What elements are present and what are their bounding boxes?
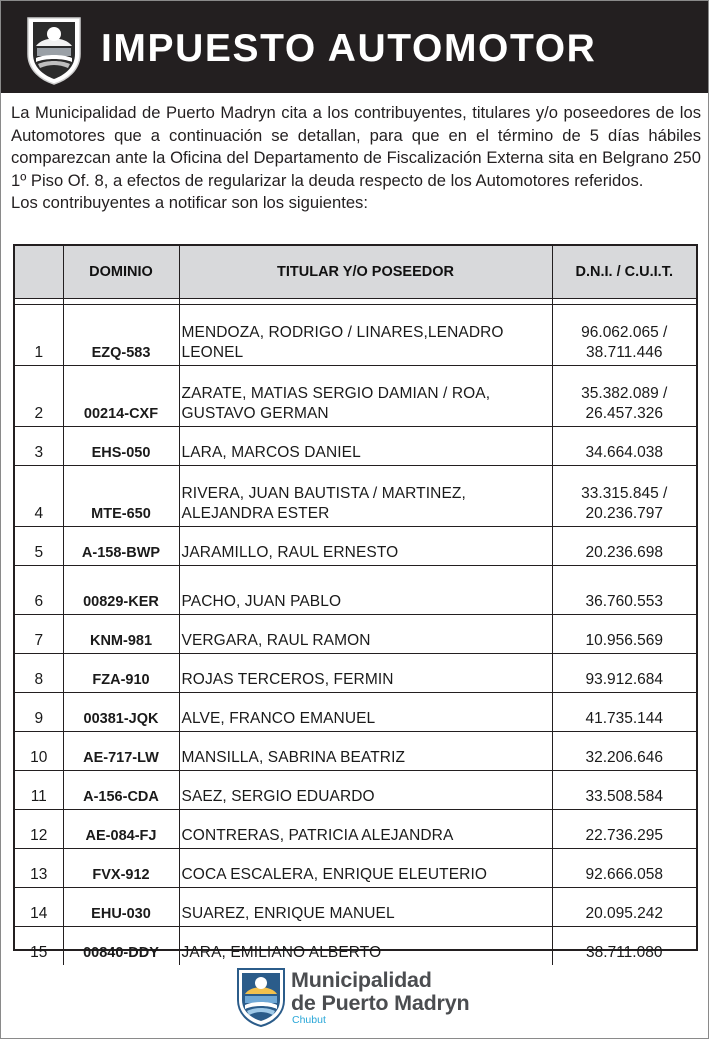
row-dominio — [63, 927, 179, 966]
footer-line-3: Chubut — [292, 1014, 326, 1026]
header-dominio: DOMINIO — [63, 246, 179, 299]
row-dominio — [63, 888, 179, 927]
titular-line: ROJAS TERCEROS, FERMIN — [181, 671, 394, 688]
row-number — [15, 305, 63, 366]
titular-line: GUSTAVO GERMAN — [181, 405, 329, 422]
row-number — [15, 888, 63, 927]
titular-line: SAEZ, SERGIO EDUARDO — [181, 788, 375, 805]
intro-text — [11, 102, 701, 215]
table-row — [15, 566, 696, 615]
row-dni — [552, 466, 696, 527]
dni-line: 32.206.646 — [585, 749, 664, 766]
table-row — [15, 888, 696, 927]
titular-line: COCA ESCALERA, ENRIQUE ELEUTERIO — [181, 866, 488, 883]
table-row — [15, 527, 696, 566]
titular-line: ZARATE, MATIAS SERGIO DAMIAN / ROA, — [181, 385, 491, 402]
table-row — [15, 654, 696, 693]
row-dominio — [63, 466, 179, 527]
row-number — [15, 693, 63, 732]
dni-line: 41.735.144 — [585, 710, 664, 727]
intro-paragraph: La Municipalidad de Puerto Madryn cita a los contribuyentes, titulares y/o poseedores de los Automotores que a continuación se detallan, para que en el término de 5 días hábiles comparezcan ante la Oficina del Departamento de Fiscalización Externa sita en Belgrano 250 1º Piso Of. 8, a efectos de regularizar la deuda respecto de los Automotores referidos. — [11, 103, 701, 190]
row-titular — [179, 615, 552, 654]
row-number — [15, 771, 63, 810]
row-number-text: 12 — [30, 827, 48, 844]
titular-line: LARA, MARCOS DANIEL — [181, 444, 361, 461]
municipal-shield-icon — [25, 14, 83, 86]
row-number — [15, 466, 63, 527]
table-row — [15, 466, 696, 527]
titular-line: VERGARA, RAUL RAMON — [181, 632, 371, 649]
dominio-text: 00829-KER — [83, 594, 159, 610]
row-dni — [552, 771, 696, 810]
row-number-text: 4 — [34, 505, 44, 522]
table-row — [15, 693, 696, 732]
dni-line: 22.736.295 — [585, 827, 664, 844]
table-row — [15, 849, 696, 888]
row-number-text: 5 — [34, 544, 44, 561]
titular-line: RIVERA, JUAN BAUTISTA / MARTINEZ, — [181, 485, 466, 502]
table-row — [15, 366, 696, 427]
row-dni — [552, 427, 696, 466]
header-dni: D.N.I. / C.U.I.T. — [552, 246, 696, 299]
dominio-text: AE-084-FJ — [85, 828, 157, 844]
table-row — [15, 305, 696, 366]
dni-line: 93.912.684 — [585, 671, 664, 688]
dni-line: 33.315.845 / — [581, 485, 668, 502]
dni-line: 26.457.326 — [585, 405, 664, 422]
titular-line: ALEJANDRA ESTER — [181, 505, 330, 522]
dni-line: 33.508.584 — [585, 788, 664, 805]
row-dni — [552, 527, 696, 566]
dominio-text: AE-717-LW — [83, 750, 159, 766]
titular-line: SUAREZ, ENRIQUE MANUEL — [181, 905, 395, 922]
row-number — [15, 810, 63, 849]
titular-line: JARAMILLO, RAUL ERNESTO — [181, 544, 399, 561]
dni-line: 96.062.065 / — [581, 324, 668, 341]
dominio-text: KNM-981 — [89, 633, 153, 649]
row-dni — [552, 849, 696, 888]
table-row — [15, 615, 696, 654]
row-dni — [552, 654, 696, 693]
row-number-text: 3 — [34, 444, 44, 461]
table-row — [15, 771, 696, 810]
notice-table — [13, 244, 698, 961]
titular-line: PACHO, JUAN PABLO — [181, 593, 342, 610]
row-number-text: 13 — [30, 866, 48, 883]
dni-line: 10.956.569 — [585, 632, 664, 649]
row-titular — [179, 466, 552, 527]
header-banner — [1, 1, 708, 93]
table-row — [15, 427, 696, 466]
header-num — [15, 246, 63, 299]
dni-line: 35.382.089 / — [581, 385, 668, 402]
row-dominio — [63, 849, 179, 888]
row-titular — [179, 771, 552, 810]
row-dominio — [63, 427, 179, 466]
row-number — [15, 654, 63, 693]
dominio-text: A-156-CDA — [83, 789, 159, 805]
titular-line: MENDOZA, RODRIGO / LINARES,LENADRO — [181, 324, 504, 341]
dominio-text: MTE-650 — [91, 506, 151, 522]
row-titular — [179, 693, 552, 732]
dominio-text: FVX-912 — [92, 867, 150, 883]
row-dni — [552, 693, 696, 732]
titular-line: CONTRERAS, PATRICIA ALEJANDRA — [181, 827, 454, 844]
row-number — [15, 527, 63, 566]
titular-line: ALVE, FRANCO EMANUEL — [181, 710, 376, 727]
row-titular — [179, 810, 552, 849]
row-number — [15, 366, 63, 427]
row-dominio — [63, 654, 179, 693]
row-dominio — [63, 566, 179, 615]
row-titular — [179, 732, 552, 771]
row-dominio — [63, 732, 179, 771]
dominio-text: 00381-JQK — [83, 711, 159, 727]
row-number-text: 15 — [30, 944, 48, 961]
row-dni — [552, 888, 696, 927]
dni-line: 20.095.242 — [585, 905, 664, 922]
row-dominio — [63, 615, 179, 654]
row-dominio — [63, 305, 179, 366]
row-dni — [552, 732, 696, 771]
intro-closing: Los contribuyentes a notificar son los siguientes: — [11, 193, 368, 212]
row-number-text: 10 — [30, 749, 48, 766]
row-number — [15, 927, 63, 966]
titular-line: LEONEL — [181, 344, 244, 361]
row-titular — [179, 366, 552, 427]
row-titular — [179, 888, 552, 927]
dni-line: 34.664.038 — [585, 444, 664, 461]
dominio-text: EZQ-583 — [91, 345, 151, 361]
dominio-text: 00214-CXF — [83, 406, 159, 422]
row-number — [15, 427, 63, 466]
row-dni — [552, 810, 696, 849]
dni-line: 92.666.058 — [585, 866, 664, 883]
page-title: IMPUESTO AUTOMOTOR — [101, 27, 597, 70]
dominio-text: FZA-910 — [92, 672, 150, 688]
row-titular — [179, 427, 552, 466]
row-dni — [552, 927, 696, 966]
row-dominio — [63, 810, 179, 849]
dominio-text: EHU-030 — [91, 906, 151, 922]
row-titular — [179, 305, 552, 366]
row-number-text: 6 — [34, 593, 44, 610]
footer-line-2: de Puerto Madryn — [291, 991, 470, 1015]
row-dni — [552, 366, 696, 427]
dni-line: 38.711.446 — [586, 344, 663, 361]
dni-line: 36.760.553 — [585, 593, 664, 610]
table-row — [15, 810, 696, 849]
row-number — [15, 732, 63, 771]
row-dni — [552, 305, 696, 366]
dni-line: 20.236.797 — [585, 505, 664, 522]
footer-line-1: Municipalidad — [291, 968, 432, 992]
row-dominio — [63, 771, 179, 810]
row-titular — [179, 566, 552, 615]
row-number-text: 1 — [34, 344, 44, 361]
row-number — [15, 615, 63, 654]
row-number — [15, 849, 63, 888]
row-number — [15, 566, 63, 615]
row-dominio — [63, 693, 179, 732]
dni-line: 20.236.698 — [585, 544, 664, 561]
row-number-text: 7 — [34, 632, 44, 649]
row-number-text: 9 — [34, 710, 44, 727]
row-titular — [179, 849, 552, 888]
municipal-shield-icon — [236, 966, 286, 1028]
header-titular: TITULAR Y/O POSEEDOR — [179, 246, 552, 299]
row-number-text: 11 — [30, 788, 47, 805]
table-row — [15, 732, 696, 771]
row-number-text: 8 — [34, 671, 44, 688]
dominio-text: 00840-DDY — [83, 945, 159, 961]
titular-line: MANSILLA, SABRINA BEATRIZ — [181, 749, 406, 766]
row-dominio — [63, 527, 179, 566]
footer-text-block — [291, 969, 481, 1026]
footer-logo — [236, 965, 476, 1031]
table-header-row — [15, 246, 696, 299]
row-number-text: 2 — [34, 405, 44, 422]
row-dni — [552, 615, 696, 654]
table-row — [15, 927, 696, 966]
dni-line: 38.711.080 — [586, 944, 663, 961]
titular-line: JARA, EMILIANO ALBERTO — [181, 944, 382, 961]
row-titular — [179, 927, 552, 966]
dominio-text: EHS-050 — [91, 445, 151, 461]
row-titular — [179, 654, 552, 693]
row-titular — [179, 527, 552, 566]
row-dni — [552, 566, 696, 615]
row-dominio — [63, 366, 179, 427]
row-number-text: 14 — [30, 905, 48, 922]
dominio-text: A-158-BWP — [81, 545, 161, 561]
table-body — [15, 305, 696, 966]
